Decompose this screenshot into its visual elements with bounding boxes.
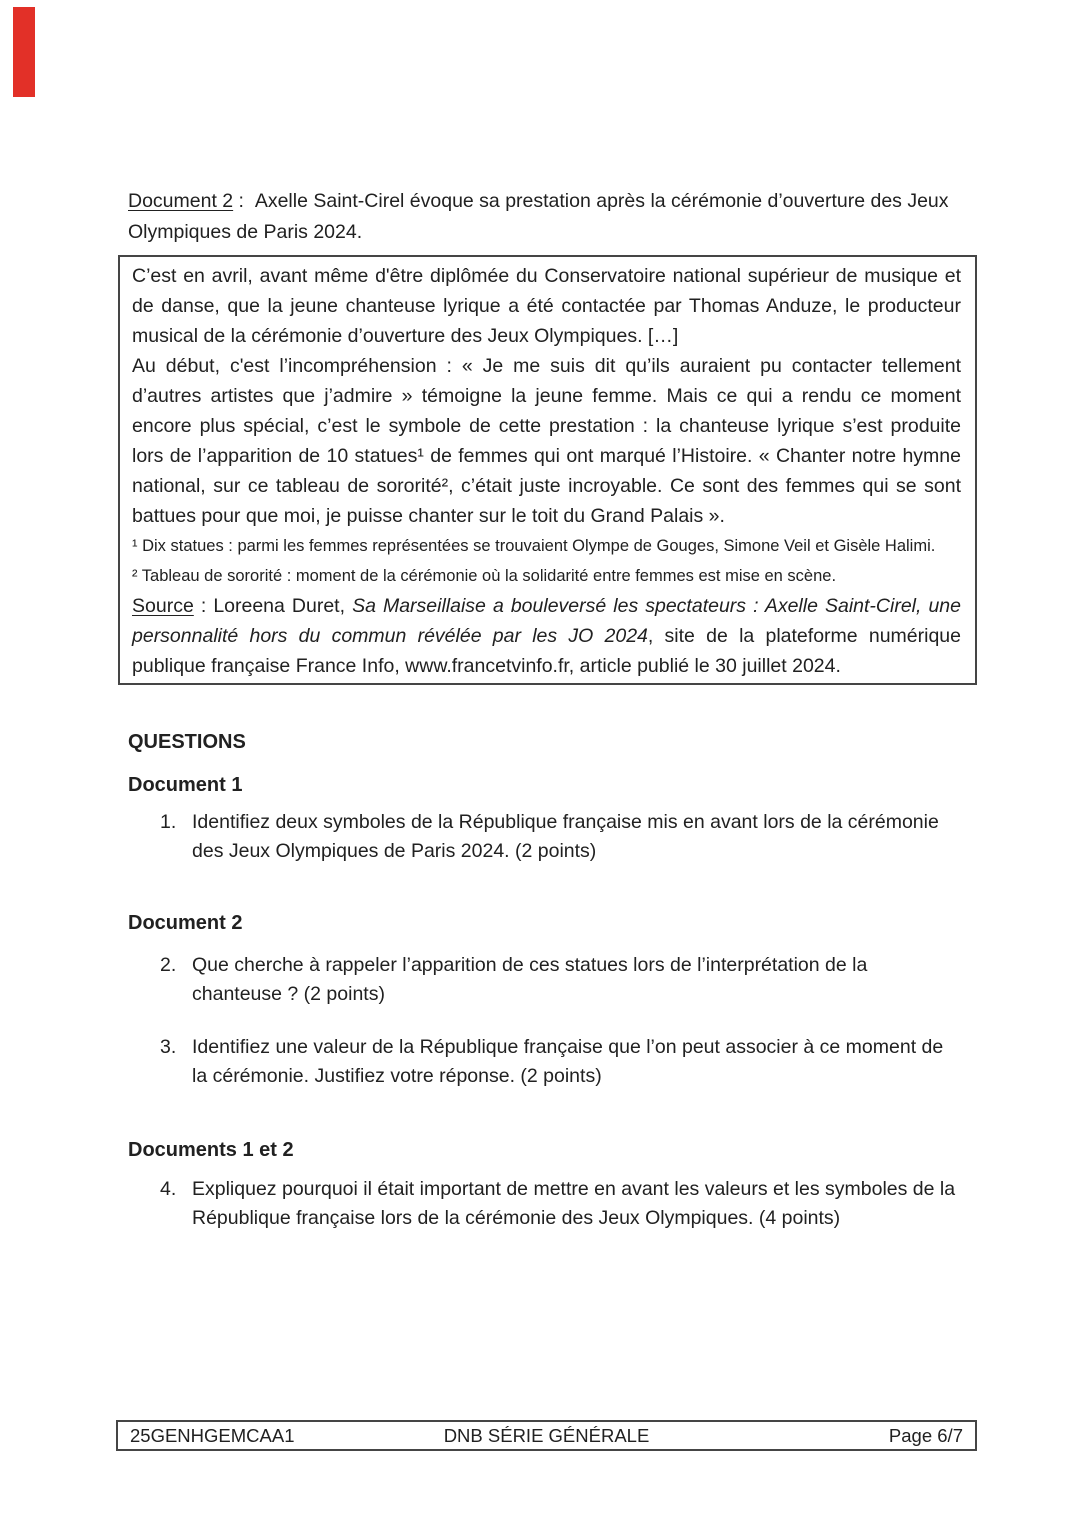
article-paragraph-2: Au début, c'est l’incompréhension : « Je me suis dit qu’ils auraient pu contacter tellement d’autres artistes que j’admire » témoigne la jeune femme. Mais ce qui a rendu ce moment encore plus spécial, c’est le symbole de cette prestation : la chanteuse lyrique s’est produite lors de l’apparition de 10 statues¹ de femmes qui ont marqué l’Histoire. « Chanter notre hymne national, sur ce tableau de sororité², c’était juste incroyable. Ce sont des femmes qui se sont battues pour que moi, je puisse chanter sur le toit du Grand Palais ». (132, 355, 961, 527)
question-text: Expliquez pourquoi il était important de mettre en avant les valeurs et les symboles de la République française lors de la cérémonie des Jeux Olympiques. (4 points) (192, 1178, 956, 1229)
question-text: Que cherche à rappeler l’apparition de ces statues lors de l’interprétation de la chanteuse ? (2 points) (192, 954, 868, 1005)
question-item-2 (160, 951, 962, 1009)
page-content (128, 186, 962, 1233)
question-number: 4. (160, 1178, 177, 1200)
section-heading-document-2: Document 2 (128, 912, 243, 934)
questions-title: QUESTIONS (128, 731, 246, 753)
section-heading-documents-1-et-2: Documents 1 et 2 (128, 1139, 294, 1161)
source-separator: : (193, 595, 214, 617)
question-item-4 (160, 1175, 962, 1233)
footnote-1: ¹ Dix statues : parmi les femmes représentées se trouvaient Olympe de Gouges, Simone Veil et Gisèle Halimi. (132, 537, 936, 555)
source-article-title: Sa Marseillaise a bouleversé les spectateurs : Axelle Saint-Cirel, une personnalité hors du commun révélée par les JO 2024 (132, 595, 961, 647)
doc-heading-text: Axelle Saint-Cirel évoque sa prestation après la cérémonie d’ouverture des Jeux Olympiques de Paris 2024. (128, 190, 949, 243)
footer-page-number: Page 6/7 (888, 1424, 963, 1446)
document-2-heading (128, 186, 962, 248)
question-item-1 (160, 808, 962, 866)
question-text: Identifiez deux symboles de la République française mis en avant lors de la cérémonie des Jeux Olympiques de Paris 2024. (2 points) (192, 811, 939, 862)
article-paragraph-1: C’est en avril, avant même d'être diplômée du Conservatoire national supérieur de musique et de danse, que la jeune chanteuse lyrique a été contactée par Thomas Anduze, le producteur musical de la cérémonie d’ouverture des Jeux Olympiques. […] (132, 265, 961, 347)
section-heading-document-1: Document 1 (128, 774, 243, 796)
doc-heading-label: Document 2 (128, 190, 234, 212)
question-item-3 (160, 1033, 962, 1091)
source-publication-info: , site de la plateforme numérique publique française France Info, www.francetvinfo.fr, article publié le 30 juillet 2024. (132, 625, 961, 677)
red-corner-mark (13, 7, 35, 97)
question-number: 3. (160, 1036, 177, 1058)
page-footer (116, 1420, 977, 1451)
question-text: Identifiez une valeur de la République française que l’on peut associer à ce moment de la cérémonie. Justifiez votre réponse. (2 points) (192, 1036, 944, 1087)
footer-exam-title: DNB SÉRIE GÉNÉRALE (443, 1424, 650, 1446)
source-label: Source (132, 595, 194, 617)
source-author: Loreena Duret, (213, 595, 353, 617)
question-number: 1. (160, 811, 177, 833)
source-line (132, 591, 961, 681)
article-text-box (118, 255, 977, 685)
question-number: 2. (160, 954, 177, 976)
doc-heading-separator: : (233, 190, 255, 212)
footnote-2: ² Tableau de sororité : moment de la cérémonie où la solidarité entre femmes est mise en scène. (132, 567, 837, 585)
footer-subject-code: 25GENHGEMCAA1 (130, 1424, 295, 1446)
